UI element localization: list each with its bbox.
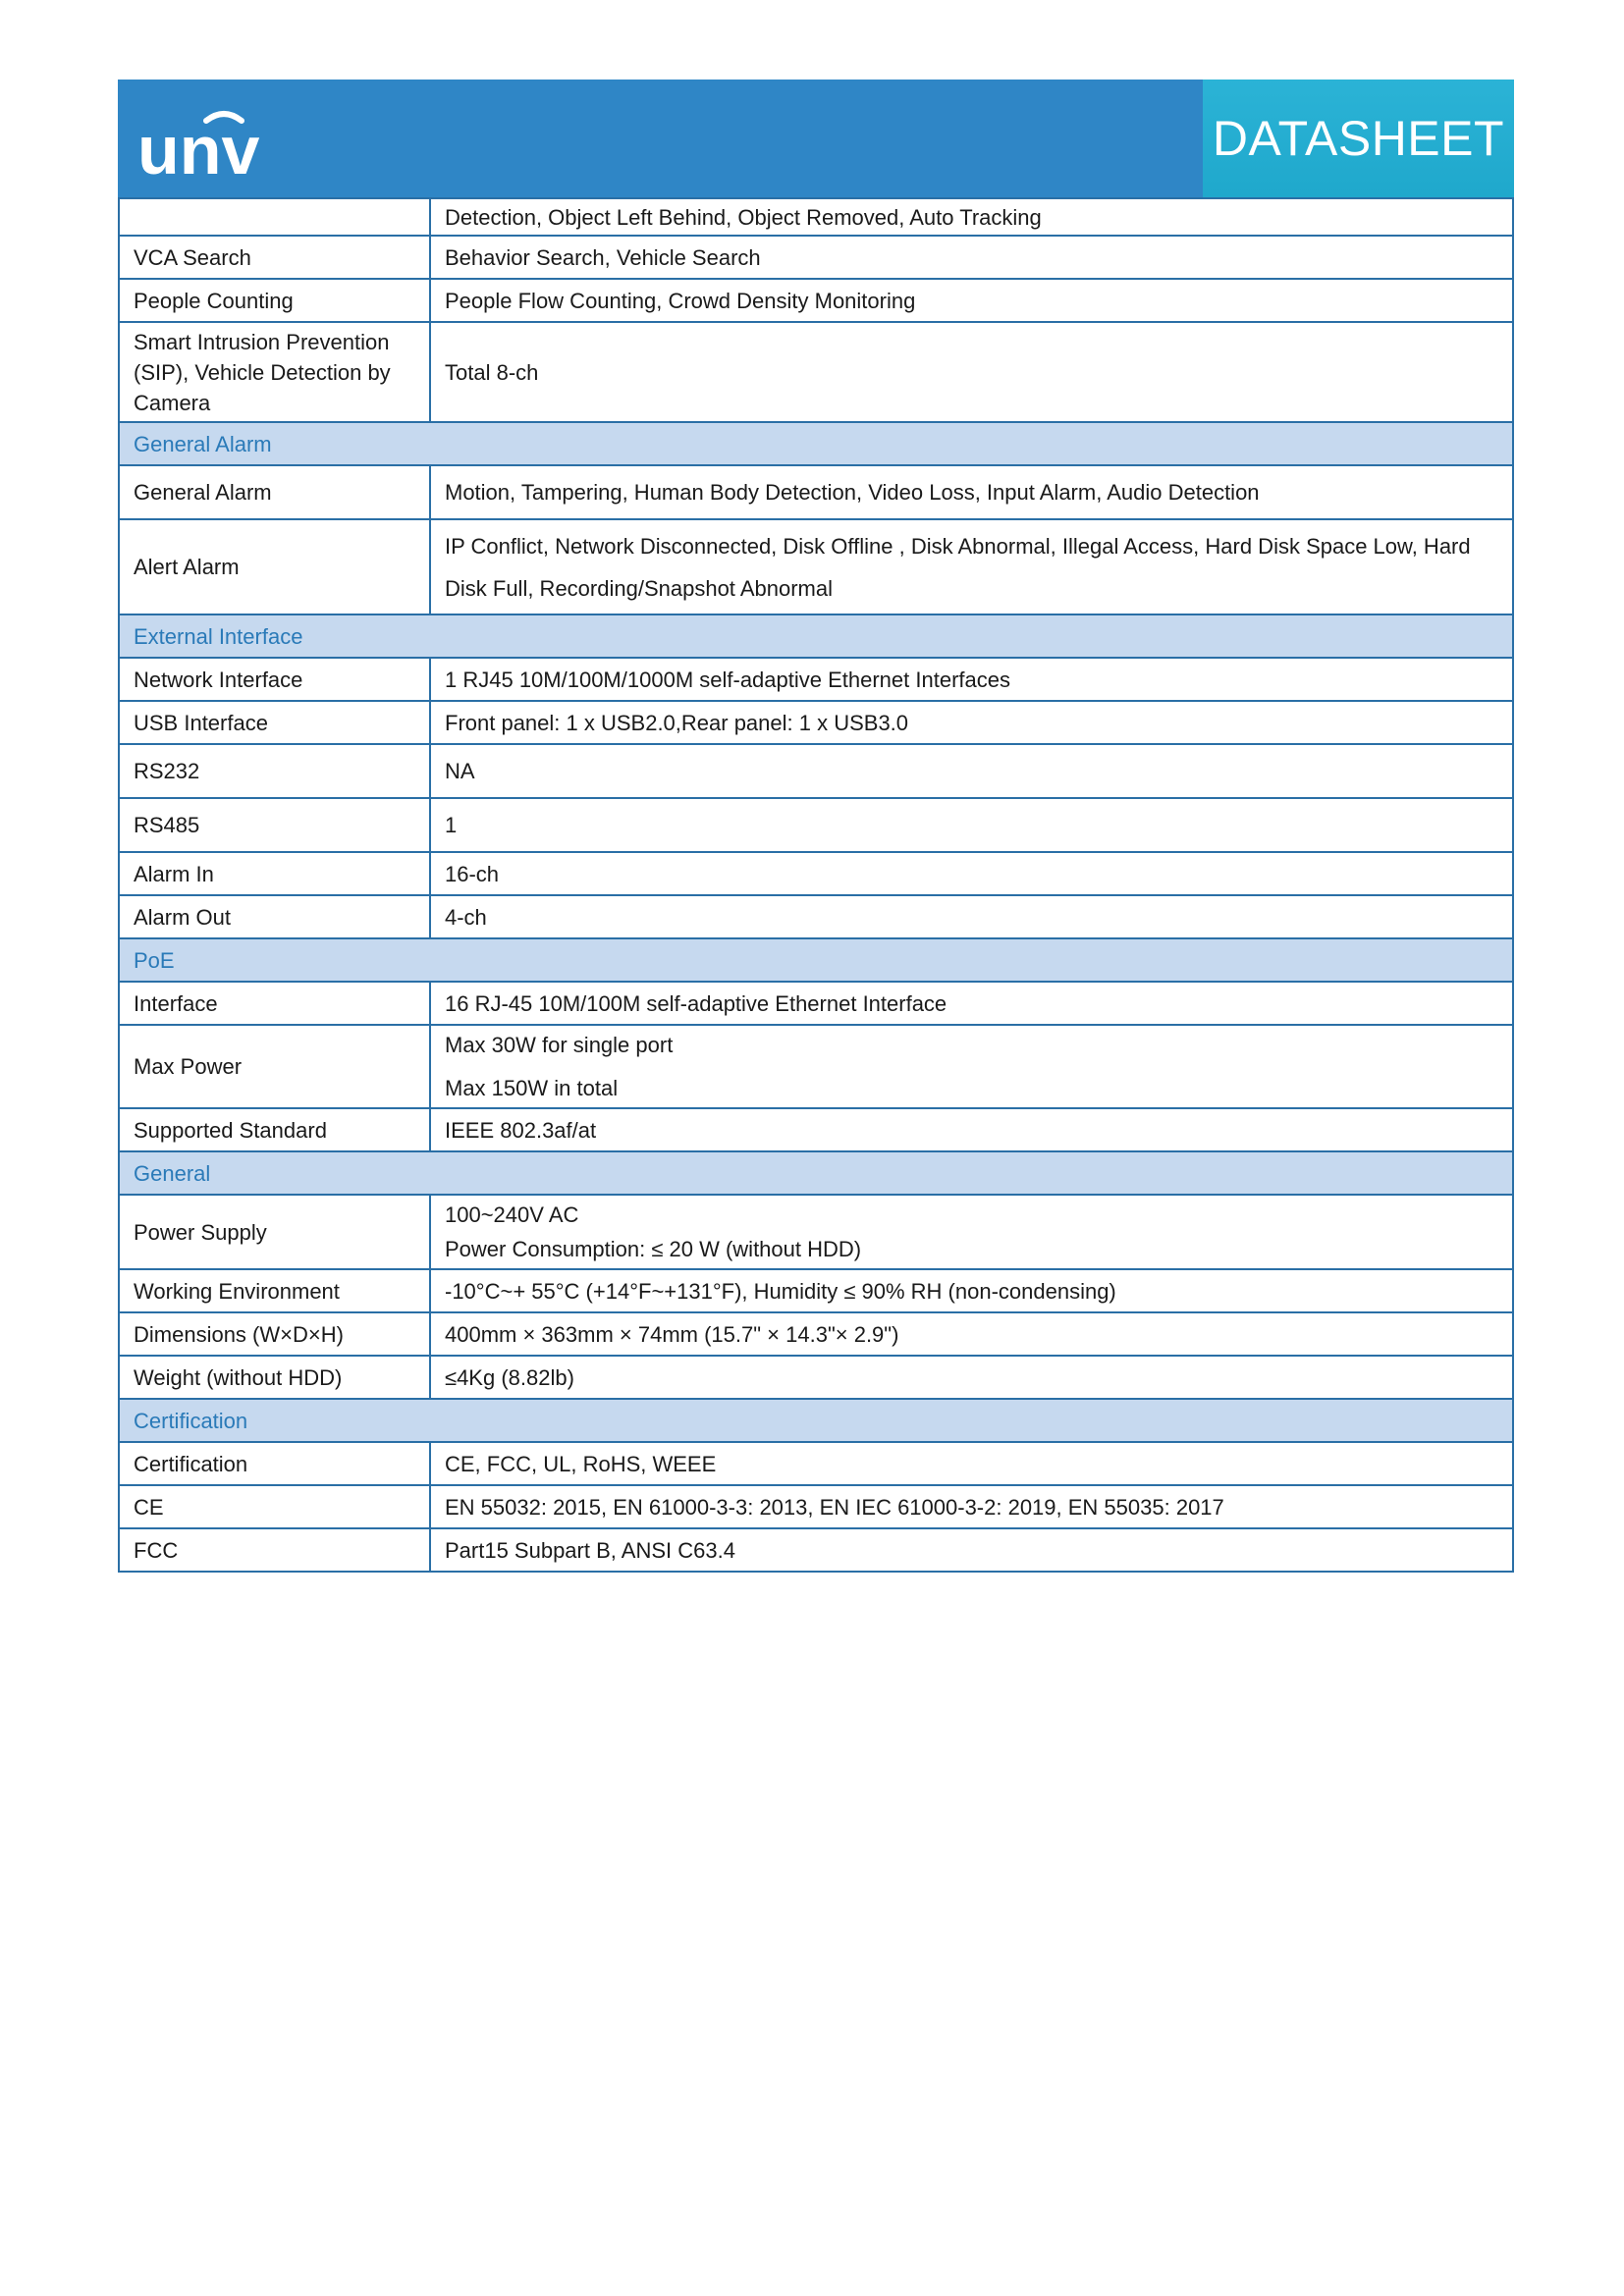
- spec-key: [119, 198, 430, 236]
- spec-table: [118, 197, 1514, 1573]
- spec-key: Network Interface: [119, 658, 430, 701]
- spec-key: RS232: [119, 744, 430, 798]
- spec-value-line: Disk Full, Recording/Snapshot Abnormal: [445, 575, 833, 601]
- section-header: [119, 1399, 1513, 1442]
- spec-value: 1: [430, 798, 1513, 852]
- spec-key: General Alarm: [119, 465, 430, 519]
- table-row: [119, 852, 1513, 895]
- spec-key: CE: [119, 1485, 430, 1528]
- spec-value: Part15 Subpart B, ANSI C63.4: [430, 1528, 1513, 1572]
- svg-text:unv: unv: [137, 112, 260, 180]
- spec-value: CE, FCC, UL, RoHS, WEEE: [430, 1442, 1513, 1485]
- spec-value: IEEE 802.3af/at: [430, 1108, 1513, 1151]
- section-title-general-alarm: General Alarm: [119, 422, 1513, 465]
- table-row: [119, 701, 1513, 744]
- table-row: [119, 1312, 1513, 1356]
- section-title-certification: Certification: [119, 1399, 1513, 1442]
- spec-key: Supported Standard: [119, 1108, 430, 1151]
- spec-value: 16 RJ-45 10M/100M self-adaptive Ethernet Interface: [430, 982, 1513, 1025]
- spec-key: People Counting: [119, 279, 430, 322]
- spec-key: Smart Intrusion Prevention (SIP), Vehicle Detection by Camera: [119, 322, 430, 422]
- section-title-general: General: [119, 1151, 1513, 1195]
- table-row: [119, 465, 1513, 519]
- spec-value: -10°C~+ 55°C (+14°F~+131°F), Humidity ≤ 90% RH (non-condensing): [430, 1269, 1513, 1312]
- spec-key: VCA Search: [119, 236, 430, 279]
- table-row: [119, 982, 1513, 1025]
- table-row: [119, 1356, 1513, 1399]
- table-row: [119, 744, 1513, 798]
- table-row: [119, 895, 1513, 938]
- spec-key: USB Interface: [119, 701, 430, 744]
- spec-key: Dimensions (W×D×H): [119, 1312, 430, 1356]
- table-row: [119, 798, 1513, 852]
- spec-value: NA: [430, 744, 1513, 798]
- spec-value: Behavior Search, Vehicle Search: [430, 236, 1513, 279]
- table-row: [119, 1195, 1513, 1269]
- table-row: [119, 236, 1513, 279]
- spec-key: Interface: [119, 982, 430, 1025]
- spec-value: 1 RJ45 10M/100M/1000M self-adaptive Ethernet Interfaces: [430, 658, 1513, 701]
- datasheet-badge: DATASHEET: [1203, 80, 1514, 197]
- section-header: [119, 938, 1513, 982]
- unv-logo: [137, 101, 285, 180]
- table-row: [119, 1025, 1513, 1108]
- spec-value-line: Max 150W in total: [445, 1076, 619, 1100]
- table-row: [119, 198, 1513, 236]
- table-row: [119, 322, 1513, 422]
- spec-key: Max Power: [119, 1025, 430, 1108]
- spec-value: [430, 519, 1513, 614]
- section-title-poe: PoE: [119, 938, 1513, 982]
- spec-key: Working Environment: [119, 1269, 430, 1312]
- table-row: [119, 1528, 1513, 1572]
- section-header: [119, 422, 1513, 465]
- spec-value: EN 55032: 2015, EN 61000-3-3: 2013, EN IEC 61000-3-2: 2019, EN 55035: 2017: [430, 1485, 1513, 1528]
- section-header: [119, 1151, 1513, 1195]
- spec-value: 16-ch: [430, 852, 1513, 895]
- section-header: [119, 614, 1513, 658]
- spec-value-line: Power Consumption: ≤ 20 W (without HDD): [445, 1237, 862, 1261]
- spec-key: Alarm Out: [119, 895, 430, 938]
- spec-key: Certification: [119, 1442, 430, 1485]
- spec-key: RS485: [119, 798, 430, 852]
- section-title-external-interface: External Interface: [119, 614, 1513, 658]
- table-row: [119, 1485, 1513, 1528]
- spec-key: FCC: [119, 1528, 430, 1572]
- spec-key: Alarm In: [119, 852, 430, 895]
- spec-value-line: Max 30W for single port: [445, 1033, 674, 1057]
- table-row: [119, 279, 1513, 322]
- spec-value: People Flow Counting, Crowd Density Monitoring: [430, 279, 1513, 322]
- table-row: [119, 658, 1513, 701]
- spec-value: ≤4Kg (8.82lb): [430, 1356, 1513, 1399]
- spec-value: Detection, Object Left Behind, Object Removed, Auto Tracking: [430, 198, 1513, 236]
- spec-value: 400mm × 363mm × 74mm (15.7" × 14.3"× 2.9"): [430, 1312, 1513, 1356]
- datasheet-page: [118, 80, 1514, 1573]
- spec-value-line: 100~240V AC: [445, 1202, 579, 1227]
- table-row: [119, 1269, 1513, 1312]
- table-row: [119, 1108, 1513, 1151]
- spec-key: Alert Alarm: [119, 519, 430, 614]
- header-banner: [118, 80, 1514, 197]
- spec-key: Power Supply: [119, 1195, 430, 1269]
- spec-value: Total 8-ch: [430, 322, 1513, 422]
- spec-value: Motion, Tampering, Human Body Detection, Video Loss, Input Alarm, Audio Detection: [430, 465, 1513, 519]
- spec-value-line: IP Conflict, Network Disconnected, Disk Offline , Disk Abnormal, Illegal Access, Hard Disk Space Low, Hard: [445, 533, 1471, 559]
- table-row: [119, 519, 1513, 614]
- spec-value: [430, 1195, 1513, 1269]
- spec-value: 4-ch: [430, 895, 1513, 938]
- spec-value: [430, 1025, 1513, 1108]
- spec-value: Front panel: 1 x USB2.0,Rear panel: 1 x USB3.0: [430, 701, 1513, 744]
- table-row: [119, 1442, 1513, 1485]
- spec-key: Weight (without HDD): [119, 1356, 430, 1399]
